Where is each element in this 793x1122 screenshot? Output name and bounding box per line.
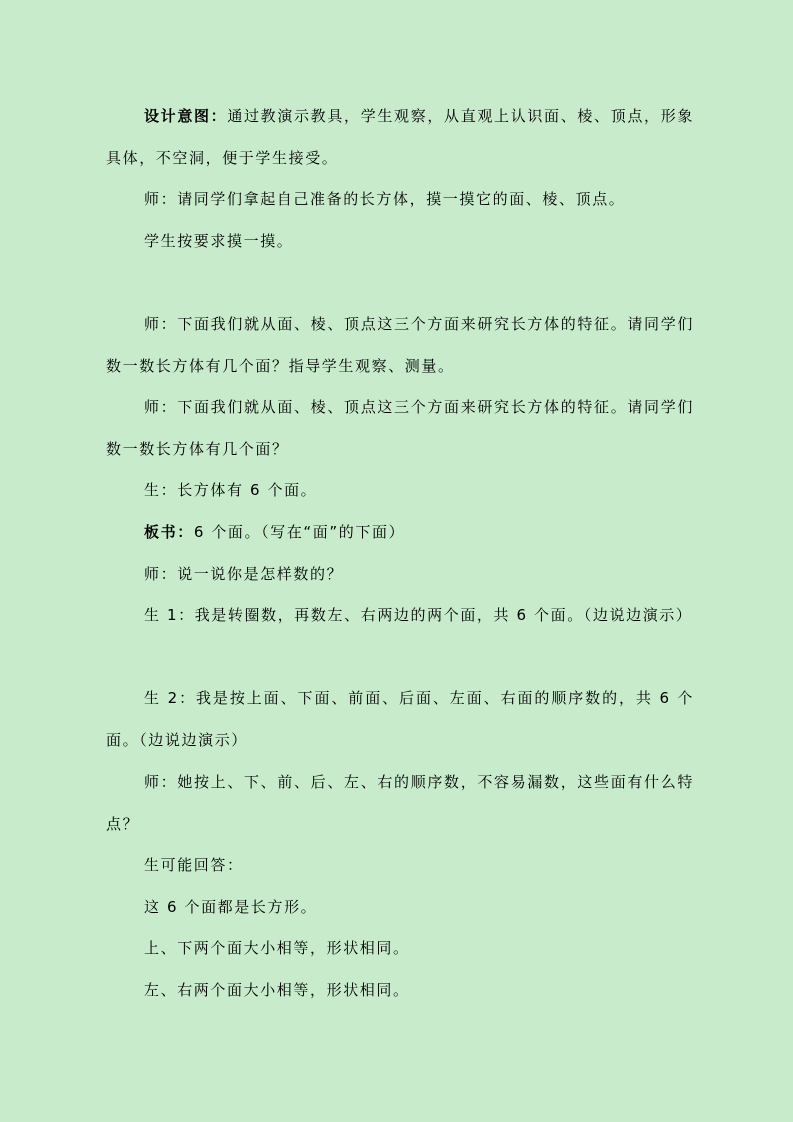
paragraph-answer-top-bottom [106, 928, 694, 970]
paragraph-text: 学生按要求摸一摸。 [144, 232, 294, 250]
paragraph-text: 生 1：我是转圈数，再数左、右两边的两个面，共 6 个面。（边说边演示） [144, 606, 693, 624]
paragraph-answer-rectangles [106, 887, 694, 929]
design-intent-heading: 设计意图： [144, 107, 228, 125]
paragraph-text: 这 6 个面都是长方形。 [144, 898, 318, 916]
paragraph-teacher-instruction [106, 179, 694, 221]
paragraph-teacher-question-1 [106, 304, 694, 387]
paragraph-text: 左、右两个面大小相等，形状相同。 [144, 981, 410, 999]
paragraph-student-answer [106, 470, 694, 512]
paragraph-student-action [106, 221, 694, 263]
paragraph-board-note [106, 512, 694, 554]
paragraph-student-1 [106, 595, 694, 637]
paragraph-text: 生 2：我是按上面、下面、前面、后面、左面、右面的顺序数的，共 6 个面。（边说边演示） [106, 689, 694, 749]
paragraph-text: 生：长方体有 6 个面。 [144, 481, 318, 499]
paragraph-text: 师：下面我们就从面、棱、顶点这三个方面来研究长方体的特征。请同学们数一数长方体有几个面？ [106, 398, 694, 458]
paragraph-text: 师：请同学们拿起自己准备的长方体，摸一摸它的面、棱、顶点。 [144, 190, 626, 208]
paragraph-text: 通过教演示教具，学生观察，从直观上认识面、棱、顶点，形象具体，不空洞，便于学生接受。 [106, 107, 694, 167]
paragraph-teacher-features [106, 762, 694, 845]
paragraph-design-intent [106, 96, 694, 179]
paragraph-text: 师：下面我们就从面、棱、顶点这三个方面来研究长方体的特征。请同学们数一数长方体有几个面？指导学生观察、测量。 [106, 315, 694, 375]
paragraph-text: 师：说一说你是怎样数的？ [144, 565, 344, 583]
paragraph-teacher-how [106, 554, 694, 596]
paragraph-text: 师：她按上、下、前、后、左、右的顺序数，不容易漏数，这些面有什么特点？ [106, 773, 694, 833]
paragraph-text: 上、下两个面大小相等，形状相同。 [144, 939, 410, 957]
paragraph-student-2 [106, 678, 694, 761]
board-note-heading: 板书： [144, 523, 194, 541]
paragraph-possible-answers [106, 845, 694, 887]
paragraph-teacher-question-2 [106, 387, 694, 470]
paragraph-text: 6 个面。（写在“面”的下面） [193, 523, 406, 541]
paragraph-text: 生可能回答： [144, 856, 244, 874]
paragraph-answer-left-right [106, 970, 694, 1012]
